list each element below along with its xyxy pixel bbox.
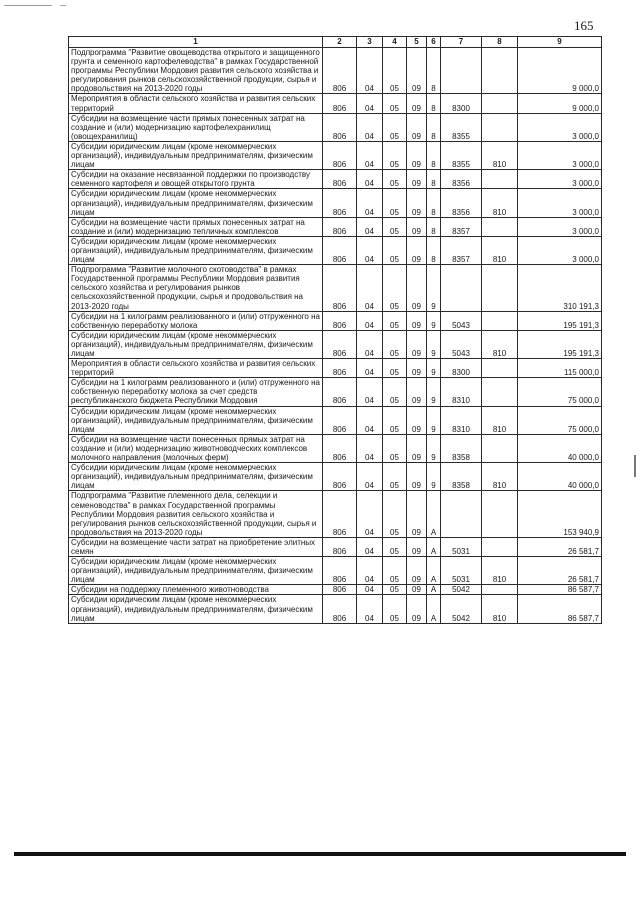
code-cell-c6: 9 xyxy=(427,330,441,358)
table-row xyxy=(69,463,602,491)
amount-cell: 86 587,7 xyxy=(518,595,602,623)
table-row xyxy=(69,311,602,330)
row-name-cell: Субсидии юридическим лицам (кроме некоммерческих организаций), индивидуальным предпринимателям, физическим лицам xyxy=(69,189,323,217)
code-cell-c3: 04 xyxy=(357,141,383,169)
row-name-cell: Подпрограмма "Развитие молочного скотоводства" в рамках Государственной программы Республики Мордовия развития сельского хозяйства и регулирования рынков сельскохозяйственной продукции, сырья и продовольствия на 2013-2020 годы xyxy=(69,265,323,311)
code-cell-c2: 806 xyxy=(323,378,357,406)
code-cell-c3: 04 xyxy=(357,463,383,491)
code-cell-c4: 05 xyxy=(383,189,407,217)
row-name-cell: Подпрограмма "Развитие племенного дела, селекции и семеноводства" в рамках Государственной программы Республики Мордовия развития сельского хозяйства и регулирования рынков сельскохозяйственной продукции, сырья и продовольствия на 2013-2020 годы xyxy=(69,491,323,537)
code-cell-c6: 8 xyxy=(427,141,441,169)
code-cell-c3: 04 xyxy=(357,434,383,462)
amount-cell: 195 191,3 xyxy=(518,311,602,330)
row-name-cell: Субсидии юридическим лицам (кроме некоммерческих организаций), индивидуальным предпринимателям, физическим лицам xyxy=(69,406,323,434)
code-cell-c2: 806 xyxy=(323,585,357,595)
code-cell-c2: 806 xyxy=(323,141,357,169)
amount-cell: 115 000,0 xyxy=(518,359,602,378)
code-cell-c3: 04 xyxy=(357,585,383,595)
code-cell-c6: А xyxy=(427,595,441,623)
table-row xyxy=(69,189,602,217)
code-cell-c8: 810 xyxy=(482,189,518,217)
code-cell-c4: 05 xyxy=(383,94,407,113)
code-cell-c5: 09 xyxy=(407,189,427,217)
code-cell-c5: 09 xyxy=(407,236,427,264)
table-row xyxy=(69,217,602,236)
code-cell-c7: 5042 xyxy=(441,595,482,623)
code-cell-c7: 8310 xyxy=(441,378,482,406)
column-header-1: 1 xyxy=(69,37,323,48)
row-name-cell: Мероприятия в области сельского хозяйства и развития сельских территорий xyxy=(69,359,323,378)
code-cell-c2: 806 xyxy=(323,359,357,378)
code-cell-c5: 09 xyxy=(407,170,427,189)
code-cell-c6: 8 xyxy=(427,189,441,217)
code-cell-c8: 810 xyxy=(482,330,518,358)
table-header-row xyxy=(69,37,602,48)
code-cell-c5: 09 xyxy=(407,378,427,406)
code-cell-c6: 9 xyxy=(427,359,441,378)
code-cell-c5: 09 xyxy=(407,406,427,434)
column-header-7: 7 xyxy=(441,37,482,48)
scan-artifact xyxy=(60,5,66,6)
code-cell-c2: 806 xyxy=(323,537,357,556)
code-cell-c8 xyxy=(482,311,518,330)
code-cell-c3: 04 xyxy=(357,265,383,311)
amount-cell: 9 000,0 xyxy=(518,94,602,113)
code-cell-c8 xyxy=(482,537,518,556)
code-cell-c5: 09 xyxy=(407,265,427,311)
table-row xyxy=(69,434,602,462)
amount-cell: 86 587,7 xyxy=(518,585,602,595)
code-cell-c4: 05 xyxy=(383,406,407,434)
code-cell-c7: 8357 xyxy=(441,217,482,236)
code-cell-c4: 05 xyxy=(383,359,407,378)
amount-cell: 3 000,0 xyxy=(518,217,602,236)
code-cell-c7: 5042 xyxy=(441,585,482,595)
code-cell-c4: 05 xyxy=(383,330,407,358)
code-cell-c8 xyxy=(482,113,518,141)
column-header-6: 6 xyxy=(427,37,441,48)
table-row xyxy=(69,537,602,556)
code-cell-c4: 05 xyxy=(383,265,407,311)
code-cell-c4: 05 xyxy=(383,217,407,236)
code-cell-c6: 8 xyxy=(427,113,441,141)
table-row xyxy=(69,94,602,113)
code-cell-c8: 810 xyxy=(482,236,518,264)
code-cell-c5: 09 xyxy=(407,463,427,491)
code-cell-c2: 806 xyxy=(323,170,357,189)
row-name-cell: Подпрограмма "Развитие овощеводства открытого и защищенного грунта и семенного картофелеводства" в рамках Государственной программы Республики Мордовия развития сельского хозяйства и регулирования рынков сельскохозяйственной продукции, сырья и продовольствия на 2013-2020 годы xyxy=(69,48,323,94)
amount-cell: 40 000,0 xyxy=(518,463,602,491)
code-cell-c7: 8358 xyxy=(441,463,482,491)
code-cell-c8: 810 xyxy=(482,406,518,434)
code-cell-c4: 05 xyxy=(383,141,407,169)
code-cell-c8 xyxy=(482,434,518,462)
code-cell-c7: 5043 xyxy=(441,330,482,358)
code-cell-c8 xyxy=(482,585,518,595)
code-cell-c2: 806 xyxy=(323,557,357,585)
table-row xyxy=(69,585,602,595)
row-name-cell: Субсидии юридическим лицам (кроме некоммерческих организаций), индивидуальным предпринимателям, физическим лицам xyxy=(69,595,323,623)
code-cell-c5: 09 xyxy=(407,94,427,113)
code-cell-c5: 09 xyxy=(407,311,427,330)
amount-cell: 3 000,0 xyxy=(518,170,602,189)
table-row xyxy=(69,406,602,434)
code-cell-c6: 8 xyxy=(427,94,441,113)
code-cell-c2: 806 xyxy=(323,434,357,462)
code-cell-c3: 04 xyxy=(357,311,383,330)
amount-cell: 75 000,0 xyxy=(518,378,602,406)
code-cell-c2: 806 xyxy=(323,265,357,311)
code-cell-c2: 806 xyxy=(323,463,357,491)
column-header-5: 5 xyxy=(407,37,427,48)
code-cell-c2: 806 xyxy=(323,595,357,623)
code-cell-c5: 09 xyxy=(407,330,427,358)
code-cell-c2: 806 xyxy=(323,48,357,94)
code-cell-c4: 05 xyxy=(383,491,407,537)
amount-cell: 153 940,9 xyxy=(518,491,602,537)
row-name-cell: Субсидии на возмещение части прямых понесенных затрат на создание и (или) модернизацию картофелехранилищ (овощехранилищ) xyxy=(69,113,323,141)
code-cell-c6: 9 xyxy=(427,265,441,311)
table-row xyxy=(69,236,602,264)
code-cell-c5: 09 xyxy=(407,491,427,537)
table-row xyxy=(69,359,602,378)
code-cell-c2: 806 xyxy=(323,113,357,141)
code-cell-c6: А xyxy=(427,557,441,585)
amount-cell: 3 000,0 xyxy=(518,113,602,141)
code-cell-c8 xyxy=(482,48,518,94)
code-cell-c2: 806 xyxy=(323,236,357,264)
code-cell-c5: 09 xyxy=(407,217,427,236)
code-cell-c3: 04 xyxy=(357,94,383,113)
budget-table xyxy=(68,36,602,624)
code-cell-c4: 05 xyxy=(383,585,407,595)
code-cell-c3: 04 xyxy=(357,406,383,434)
code-cell-c7: 5043 xyxy=(441,311,482,330)
code-cell-c4: 05 xyxy=(383,463,407,491)
code-cell-c6: 9 xyxy=(427,406,441,434)
code-cell-c4: 05 xyxy=(383,311,407,330)
code-cell-c8: 810 xyxy=(482,463,518,491)
row-name-cell: Субсидии на 1 килограмм реализованного и (или) отгруженного на собственную переработку молока xyxy=(69,311,323,330)
code-cell-c7: 8355 xyxy=(441,141,482,169)
row-name-cell: Субсидии на оказание несвязанной поддержки по производству семенного картофеля и овощей открытого грунта xyxy=(69,170,323,189)
row-name-cell: Субсидии на возмещение части затрат на приобретение элитных семян xyxy=(69,537,323,556)
code-cell-c4: 05 xyxy=(383,170,407,189)
code-cell-c7: 8358 xyxy=(441,434,482,462)
amount-cell: 310 191,3 xyxy=(518,265,602,311)
row-name-cell: Субсидии юридическим лицам (кроме некоммерческих организаций), индивидуальным предпринимателям, физическим лицам xyxy=(69,463,323,491)
code-cell-c2: 806 xyxy=(323,406,357,434)
row-name-cell: Субсидии на поддержку племенного животноводства xyxy=(69,585,323,595)
amount-cell: 40 000,0 xyxy=(518,434,602,462)
code-cell-c7 xyxy=(441,491,482,537)
code-cell-c5: 09 xyxy=(407,557,427,585)
amount-cell: 195 191,3 xyxy=(518,330,602,358)
amount-cell: 3 000,0 xyxy=(518,236,602,264)
code-cell-c3: 04 xyxy=(357,236,383,264)
code-cell-c2: 806 xyxy=(323,491,357,537)
code-cell-c8: 810 xyxy=(482,557,518,585)
table-row xyxy=(69,595,602,623)
table-row xyxy=(69,48,602,94)
amount-cell: 75 000,0 xyxy=(518,406,602,434)
code-cell-c3: 04 xyxy=(357,189,383,217)
code-cell-c6: 8 xyxy=(427,217,441,236)
code-cell-c3: 04 xyxy=(357,217,383,236)
code-cell-c4: 05 xyxy=(383,434,407,462)
page-bottom-rule xyxy=(14,852,626,856)
code-cell-c6: 8 xyxy=(427,170,441,189)
code-cell-c7: 5031 xyxy=(441,537,482,556)
table-row xyxy=(69,113,602,141)
code-cell-c3: 04 xyxy=(357,378,383,406)
code-cell-c4: 05 xyxy=(383,557,407,585)
code-cell-c4: 05 xyxy=(383,595,407,623)
code-cell-c5: 09 xyxy=(407,585,427,595)
scan-artifact xyxy=(4,5,52,6)
column-header-2: 2 xyxy=(323,37,357,48)
code-cell-c5: 09 xyxy=(407,537,427,556)
column-header-4: 4 xyxy=(383,37,407,48)
code-cell-c5: 09 xyxy=(407,113,427,141)
amount-cell: 3 000,0 xyxy=(518,189,602,217)
row-name-cell: Субсидии юридическим лицам (кроме некоммерческих организаций), индивидуальным предпринимателям, физическим лицам xyxy=(69,236,323,264)
code-cell-c8 xyxy=(482,378,518,406)
column-header-8: 8 xyxy=(482,37,518,48)
code-cell-c4: 05 xyxy=(383,113,407,141)
code-cell-c6: А xyxy=(427,585,441,595)
code-cell-c2: 806 xyxy=(323,189,357,217)
table-row xyxy=(69,491,602,537)
code-cell-c7: 8356 xyxy=(441,170,482,189)
code-cell-c6: А xyxy=(427,491,441,537)
code-cell-c3: 04 xyxy=(357,537,383,556)
code-cell-c2: 806 xyxy=(323,94,357,113)
code-cell-c3: 04 xyxy=(357,595,383,623)
amount-cell: 26 581,7 xyxy=(518,537,602,556)
code-cell-c5: 09 xyxy=(407,359,427,378)
code-cell-c4: 05 xyxy=(383,537,407,556)
code-cell-c7: 8310 xyxy=(441,406,482,434)
code-cell-c8: 810 xyxy=(482,595,518,623)
code-cell-c2: 806 xyxy=(323,217,357,236)
code-cell-c8 xyxy=(482,359,518,378)
column-header-3: 3 xyxy=(357,37,383,48)
amount-cell: 3 000,0 xyxy=(518,141,602,169)
code-cell-c5: 09 xyxy=(407,434,427,462)
code-cell-c7: 8356 xyxy=(441,189,482,217)
code-cell-c2: 806 xyxy=(323,311,357,330)
code-cell-c3: 04 xyxy=(357,491,383,537)
code-cell-c6: 8 xyxy=(427,48,441,94)
code-cell-c7: 8300 xyxy=(441,359,482,378)
code-cell-c3: 04 xyxy=(357,170,383,189)
code-cell-c3: 04 xyxy=(357,330,383,358)
row-name-cell: Субсидии на 1 килограмм реализованного и (или) отгруженного на собственную переработку молока за счет средств республиканского бюджета Республики Мордовия xyxy=(69,378,323,406)
code-cell-c5: 09 xyxy=(407,595,427,623)
code-cell-c4: 05 xyxy=(383,236,407,264)
row-name-cell: Субсидии юридическим лицам (кроме некоммерческих организаций), индивидуальным предпринимателям, физическим лицам xyxy=(69,557,323,585)
code-cell-c8 xyxy=(482,94,518,113)
code-cell-c6: 9 xyxy=(427,434,441,462)
row-name-cell: Субсидии юридическим лицам (кроме некоммерческих организаций), индивидуальным предпринимателям, физическим лицам xyxy=(69,141,323,169)
code-cell-c7 xyxy=(441,48,482,94)
code-cell-c6: 9 xyxy=(427,463,441,491)
table-row xyxy=(69,378,602,406)
code-cell-c7: 8357 xyxy=(441,236,482,264)
code-cell-c7: 8300 xyxy=(441,94,482,113)
code-cell-c5: 09 xyxy=(407,141,427,169)
row-name-cell: Мероприятия в области сельского хозяйства и развития сельских территорий xyxy=(69,94,323,113)
code-cell-c3: 04 xyxy=(357,113,383,141)
column-header-9: 9 xyxy=(518,37,602,48)
table-row xyxy=(69,141,602,169)
code-cell-c6: 8 xyxy=(427,236,441,264)
row-name-cell: Субсидии юридическим лицам (кроме некоммерческих организаций), индивидуальным предпринимателям, физическим лицам xyxy=(69,330,323,358)
table-row xyxy=(69,557,602,585)
scan-artifact xyxy=(634,455,636,477)
code-cell-c7 xyxy=(441,265,482,311)
code-cell-c6: 9 xyxy=(427,311,441,330)
row-name-cell: Субсидии на возмещение части понесенных прямых затрат на создание и (или) модернизацию животноводческих комплексов молочного направления (молочных ферм) xyxy=(69,434,323,462)
code-cell-c3: 04 xyxy=(357,557,383,585)
code-cell-c8 xyxy=(482,170,518,189)
code-cell-c3: 04 xyxy=(357,48,383,94)
amount-cell: 9 000,0 xyxy=(518,48,602,94)
row-name-cell: Субсидии на возмещение части прямых понесенных затрат на создание и (или) модернизацию тепличных комплексов xyxy=(69,217,323,236)
code-cell-c4: 05 xyxy=(383,378,407,406)
code-cell-c7: 8355 xyxy=(441,113,482,141)
code-cell-c7: 5031 xyxy=(441,557,482,585)
code-cell-c3: 04 xyxy=(357,359,383,378)
code-cell-c6: А xyxy=(427,537,441,556)
code-cell-c5: 09 xyxy=(407,48,427,94)
code-cell-c6: 9 xyxy=(427,378,441,406)
code-cell-c8 xyxy=(482,217,518,236)
code-cell-c4: 05 xyxy=(383,48,407,94)
table-row xyxy=(69,330,602,358)
code-cell-c8 xyxy=(482,491,518,537)
table-row xyxy=(69,170,602,189)
page-number: 165 xyxy=(574,18,594,33)
amount-cell: 26 581,7 xyxy=(518,557,602,585)
table-row xyxy=(69,265,602,311)
code-cell-c2: 806 xyxy=(323,330,357,358)
code-cell-c8: 810 xyxy=(482,141,518,169)
table-body xyxy=(69,48,602,624)
code-cell-c8 xyxy=(482,265,518,311)
